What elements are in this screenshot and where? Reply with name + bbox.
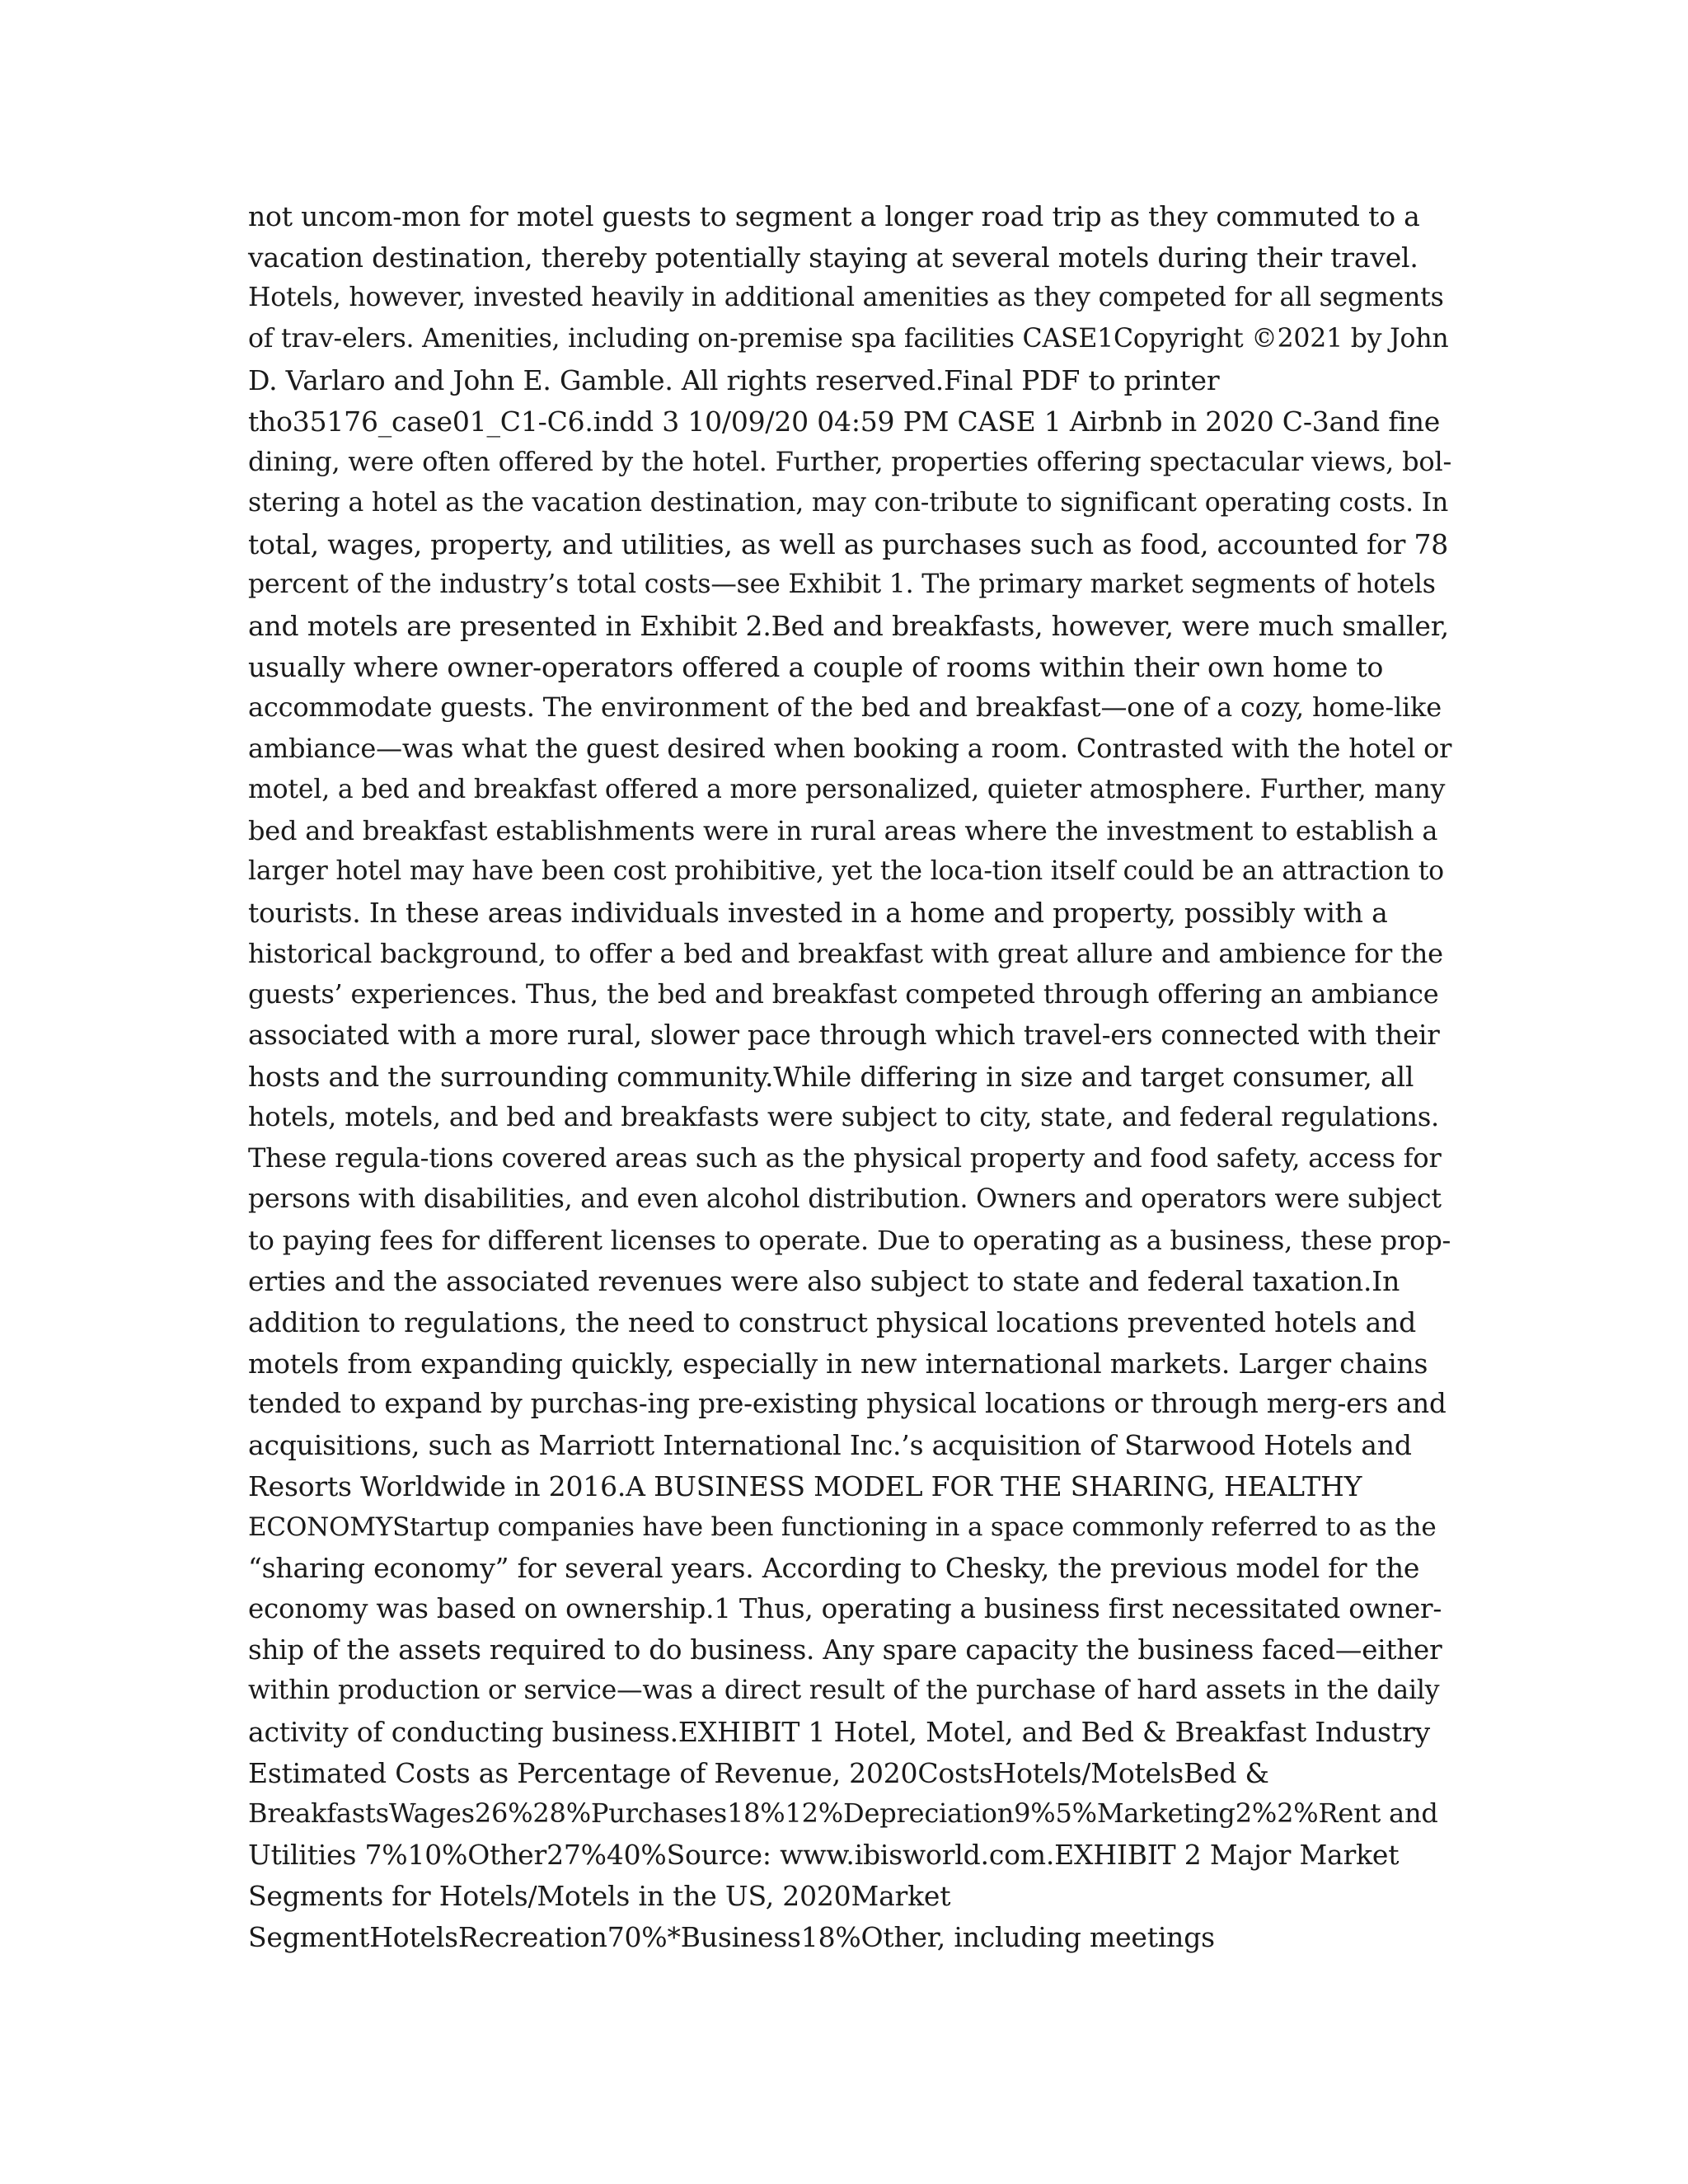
text-line: motels from expanding quickly, especially in new international markets. Larger chains (248, 1347, 1428, 1380)
text-line: accommodate guests. The environment of the bed and breakfast—one of a cozy, home-like (248, 691, 1442, 724)
text-line: ECONOMYStartup companies have been functioning in a space commonly referred to as the (248, 1511, 1437, 1542)
text-line: tended to expand by purchas-ing pre-existing physical locations or through merg-ers and (248, 1388, 1447, 1420)
text-line: and motels are presented in Exhibit 2.Bed and breakfasts, however, were much smaller, (248, 610, 1449, 643)
text-line: associated with a more rural, slower pace through which travel-ers connected with their (248, 1019, 1440, 1052)
text-line: larger hotel may have been cost prohibitive, yet the loca-tion itself could be an attraction to (248, 856, 1444, 887)
text-line: Resorts Worldwide in 2016.A BUSINESS MODEL FOR THE SHARING, HEALTHY (248, 1469, 1362, 1502)
text-line: to paying fees for different licenses to operate. Due to operating as a business, these prop- (248, 1224, 1451, 1256)
text-line: Hotels, however, invested heavily in additional amenities as they competed for all segments (248, 283, 1444, 313)
text-line: Utilities 7%10%Other27%40%Source: www.ibisworld.com.EXHIBIT 2 Major Market (248, 1839, 1400, 1872)
text-line: of trav-elers. Amenities, including on-premise spa facilities CASE1Copyright ©2021 by John (248, 324, 1449, 354)
text-line: “sharing economy” for several years. According to Chesky, the previous model for the (248, 1552, 1420, 1585)
text-line: addition to regulations, the need to construct physical locations prevented hotels and (248, 1305, 1417, 1338)
text-line: dining, were often offered by the hotel. Further, properties offering spectacular views, bol- (248, 446, 1452, 478)
text-line: D. Varlaro and John E. Gamble. All rights reserved.Final PDF to printer (248, 363, 1220, 396)
text-line: tourists. In these areas individuals invested in a home and property, possibly with a (248, 896, 1388, 929)
text-line: hotels, motels, and bed and breakfasts were subject to city, state, and federal regulations. (248, 1101, 1440, 1133)
text-line: within production or service—was a direct result of the purchase of hard assets in the daily (248, 1675, 1440, 1706)
text-line: Segments for Hotels/Motels in the US, 2020Market (248, 1879, 951, 1912)
text-line: persons with disabilities, and even alcohol distribution. Owners and operators were subject (248, 1183, 1442, 1214)
text-line: stering a hotel as the vacation destination, may con-tribute to significant operating costs. In (248, 487, 1449, 518)
text-line: historical background, to offer a bed and breakfast with great allure and ambience for the (248, 937, 1443, 969)
text-line: percent of the industry’s total costs—see Exhibit 1. The primary market segments of hotels (248, 569, 1436, 600)
text-line: motel, a bed and breakfast offered a more personalized, quieter atmosphere. Further, many (248, 774, 1446, 804)
text-line: These regula-tions covered areas such as the physical property and food safety, access for (248, 1142, 1442, 1174)
text-line: Estimated Costs as Percentage of Revenue, 2020CostsHotels/MotelsBed & (248, 1756, 1269, 1789)
text-line: BreakfastsWages26%28%Purchases18%12%Depreciation9%5%Marketing2%2%Rent and (248, 1797, 1438, 1830)
text-line: acquisitions, such as Marriott International Inc.’s acquisition of Starwood Hotels and (248, 1429, 1412, 1462)
body-text (248, 196, 1451, 1957)
text-line: economy was based on ownership.1 Thus, operating a business first necessitated owner- (248, 1592, 1442, 1624)
text-line: guests’ experiences. Thus, the bed and breakfast competed through offering an ambiance (248, 978, 1439, 1010)
text-line: hosts and the surrounding community.While differing in size and target consumer, all (248, 1060, 1414, 1093)
text-line: SegmentHotelsRecreation70%*Business18%Other, including meetings (248, 1920, 1215, 1953)
text-line: bed and breakfast establishments were in rural areas where the investment to establish a (248, 814, 1438, 846)
text-line: activity of conducting business.EXHIBIT 1 Hotel, Motel, and Bed & Breakfast Industry (248, 1716, 1430, 1749)
text-line: tho35176_case01_C1-C6.indd 3 10/09/20 04:59 PM CASE 1 Airbnb in 2020 C-3and fine (248, 405, 1441, 438)
text-line: total, wages, property, and utilities, as well as purchases such as food, accounted for 78 (248, 527, 1449, 560)
text-line: erties and the associated revenues were also subject to state and federal taxation.In (248, 1265, 1400, 1298)
text-line: usually where owner-operators offered a couple of rooms within their own home to (248, 650, 1384, 683)
text-line: not uncom-mon for motel guests to segment a longer road trip as they commuted to a (248, 200, 1420, 232)
text-line: vacation destination, thereby potentially staying at several motels during their travel. (248, 241, 1418, 274)
text-line: ambiance—was what the guest desired when booking a room. Contrasted with the hotel or (248, 733, 1452, 765)
text-line: ship of the assets required to do business. Any spare capacity the business faced—either (248, 1633, 1442, 1666)
